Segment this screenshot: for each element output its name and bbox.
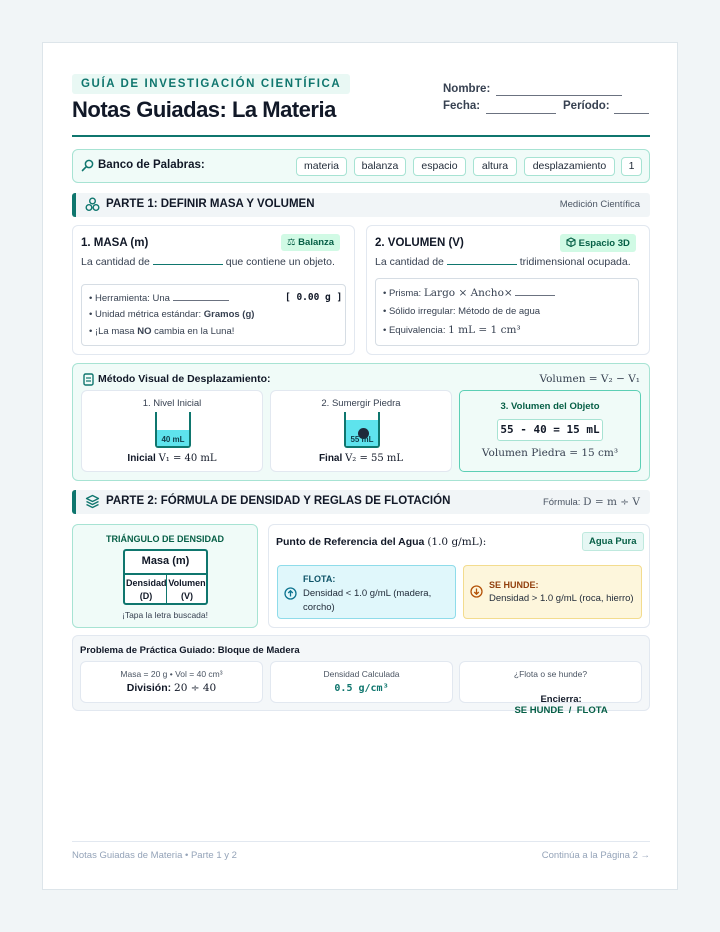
- header-divider: [72, 135, 650, 137]
- scale-icon: ⚖: [287, 237, 296, 248]
- beaker-initial: [155, 412, 191, 448]
- mass-blank[interactable]: [153, 264, 223, 265]
- volume-badge-label: Espacio 3D: [578, 238, 630, 249]
- step3-calc: 55 - 40 = 15 mL: [497, 419, 603, 441]
- part1-title: PARTE 1: DEFINIR MASA Y VOLUMEN: [106, 198, 315, 210]
- volume-word: Volumen: [168, 578, 206, 588]
- step2-title: 2. Sumergir Piedra: [321, 398, 401, 409]
- water-title: [276, 536, 486, 548]
- irregular-text: Sólido irregular: Método de de agua: [388, 306, 541, 317]
- page-title: Notas Guiadas: La Materia: [72, 97, 336, 122]
- moon-prefix: ¡La masa: [94, 326, 135, 337]
- step2-bold: Final: [318, 453, 343, 464]
- mass-def-after: que contiene un objeto.: [225, 256, 335, 268]
- circle-line: [460, 683, 641, 727]
- mass-badge: [281, 234, 340, 251]
- step1-math: V₁ = 40 mL: [158, 453, 217, 464]
- tool-blank[interactable]: [173, 300, 229, 301]
- irregular-line: • Sólido irregular: Método de de agua: [383, 306, 541, 317]
- volume-title: 2. VOLUMEN (V): [375, 237, 464, 249]
- mass-notes: [81, 284, 346, 346]
- circle-options[interactable]: SE HUNDE / FLOTA: [514, 705, 608, 716]
- name-label: Nombre:: [443, 83, 491, 95]
- triangle-mass: Masa (m): [141, 555, 190, 567]
- volume-def-before: La cantidad de: [375, 256, 444, 268]
- beaker-final: [344, 412, 380, 448]
- period-label: Período:: [563, 100, 610, 112]
- water-title-text: Punto de Referencia del Agua: [276, 536, 425, 548]
- displacement-section: [72, 363, 650, 481]
- date-label: Fecha:: [443, 100, 481, 112]
- mass-tool-line: • Herramienta: Una: [89, 293, 229, 304]
- float-text: Densidad < 1.0 g/mL (madera, corcho): [303, 588, 432, 613]
- water-value: (1.0 g/mL):: [427, 536, 487, 548]
- triangle-density: [126, 577, 166, 603]
- mass-unit-line: • Unidad métrica estándar: Gramos (g): [89, 309, 255, 320]
- density-symbol: (D): [139, 591, 153, 601]
- practice-title: Problema de Práctica Guiado: Bloque de Madera: [80, 645, 300, 656]
- sink-text: Densidad > 1.0 g/mL (roca, hierro): [489, 593, 634, 604]
- step-initial: [81, 390, 263, 472]
- mass-title: 1. MASA (m): [81, 237, 149, 249]
- practice-section: [72, 635, 650, 716]
- step1-label: [82, 453, 262, 464]
- part1-tag: Medición Científica: [559, 199, 640, 210]
- mass-def-before: La cantidad de: [81, 256, 150, 268]
- question-label: ¿Flota o se hunde?: [513, 669, 588, 679]
- period-field[interactable]: [614, 113, 649, 114]
- search-icon: [81, 159, 94, 172]
- word-bank-label: Banco de Palabras:: [98, 159, 205, 171]
- sink-box: [463, 565, 642, 619]
- footer-left: Notas Guiadas de Materia • Parte 1 y 2: [72, 850, 237, 861]
- beaker-icon: [83, 373, 94, 386]
- sink-title: SE HUNDE:: [489, 580, 539, 590]
- arrow-up-circle-icon: [284, 587, 297, 600]
- footer-next-page[interactable]: Continúa a la Página 2 →: [541, 850, 650, 861]
- moon-suffix: cambia en la Luna!: [154, 326, 235, 337]
- mass-definition: [81, 256, 335, 268]
- mass-tool-label: Herramienta: Una: [94, 293, 170, 304]
- calc-value: 0.5 g/cm³: [334, 683, 389, 694]
- part2-formula: [543, 496, 640, 508]
- mass-unit-value: Gramos (g): [203, 309, 255, 320]
- given-values: Masa = 20 g • Vol = 40 cm³: [120, 669, 223, 679]
- mass-badge-label: Balanza: [298, 237, 335, 248]
- word-chip: altura: [473, 157, 517, 176]
- equiv-formula: 1 mL = 1 cm³: [448, 324, 521, 336]
- layers-icon: [85, 494, 100, 509]
- page-footer: [72, 841, 650, 861]
- prism-label: Prisma:: [388, 288, 422, 299]
- step1-title: 1. Nivel Inicial: [142, 398, 202, 409]
- triangle-title: TRIÁNGULO DE DENSIDAD: [105, 534, 224, 544]
- word-chip: desplazamiento: [524, 157, 615, 176]
- displacement-formula: Volumen = V₂ − V₁: [539, 373, 640, 385]
- step3-result: Volumen Piedra = 15 cm³: [481, 447, 619, 459]
- division-label: División:: [126, 682, 172, 694]
- worksheet-page: [42, 42, 678, 890]
- atom-icon: [85, 197, 100, 212]
- date-field[interactable]: [486, 113, 556, 114]
- step-submerge: [270, 390, 452, 472]
- mass-card: [72, 225, 355, 355]
- water-reference-card: [268, 524, 650, 628]
- part1-header: [72, 193, 650, 217]
- part2-title: PARTE 2: FÓRMULA DE DENSIDAD Y REGLAS DE FLOTACIÓN: [106, 495, 451, 507]
- triangle-hint: ¡Tapa la letra buscada!: [122, 610, 208, 620]
- density-triangle-card: [72, 524, 258, 628]
- beaker-level: 40 mL: [161, 435, 185, 444]
- displacement-title: Método Visual de Desplazamiento:: [98, 373, 271, 385]
- formula-label: Fórmula:: [542, 497, 581, 508]
- division-math: 20 ÷ 40: [174, 682, 217, 694]
- arrow-down-circle-icon: [470, 585, 483, 598]
- volume-badge: [560, 234, 636, 252]
- volume-notes: [375, 278, 639, 346]
- beaker-level: 55 mL: [350, 435, 374, 444]
- formula-value: D = m ÷ V: [583, 496, 640, 508]
- float-box: [277, 565, 456, 619]
- eyebrow-label: GUÍA DE INVESTIGACIÓN CIENTÍFICA: [72, 74, 350, 94]
- step-object-volume: [459, 390, 641, 472]
- calculated-box: [270, 661, 453, 703]
- word-chip: balanza: [354, 157, 406, 176]
- prism-formula: Largo × Ancho×: [423, 287, 513, 299]
- cube-icon: [566, 237, 576, 247]
- step3-title: 3. Volumen del Objeto: [500, 401, 600, 412]
- mass-moon-line: • ¡La masa NO cambia en la Luna!: [89, 326, 235, 337]
- float-question-box: [459, 661, 642, 716]
- step2-label: [271, 453, 451, 464]
- step1-bold: Inicial: [127, 453, 156, 464]
- word-bank: [72, 149, 650, 183]
- equivalence-line: • Equivalencia: 1 mL = 1 cm³: [383, 324, 521, 336]
- volume-blank[interactable]: [447, 264, 517, 265]
- scale-reading: [ 0.00 g ]: [285, 292, 343, 303]
- volume-definition: [375, 256, 631, 268]
- name-field[interactable]: [496, 95, 622, 96]
- density-triangle: [123, 549, 208, 605]
- mass-unit-prefix: Unidad métrica estándar:: [94, 309, 202, 320]
- volume-def-after: tridimensional ocupada.: [519, 256, 631, 268]
- triangle-volume: [167, 577, 207, 603]
- part2-header: [72, 490, 650, 514]
- word-chip: 1: [621, 157, 642, 176]
- moon-bold: NO: [137, 326, 152, 337]
- volume-card: [366, 225, 650, 355]
- equiv-label: Equivalencia:: [388, 325, 446, 336]
- volume-symbol: (V): [181, 591, 193, 601]
- word-chip: espacio: [413, 157, 466, 176]
- division-line: [81, 682, 262, 694]
- prism-line: • Prisma: Largo × Ancho×: [383, 287, 555, 299]
- density-word: Densidad: [126, 578, 167, 588]
- water-badge: Agua Pura: [582, 532, 644, 551]
- step2-math: V₂ = 55 mL: [345, 453, 404, 464]
- circle-label: Encierra:: [540, 694, 582, 705]
- calc-label: Densidad Calculada: [323, 669, 400, 679]
- prism-blank[interactable]: [515, 295, 555, 296]
- word-chip: materia: [296, 157, 347, 176]
- float-title: FLOTA:: [303, 574, 336, 584]
- given-box: [80, 661, 263, 703]
